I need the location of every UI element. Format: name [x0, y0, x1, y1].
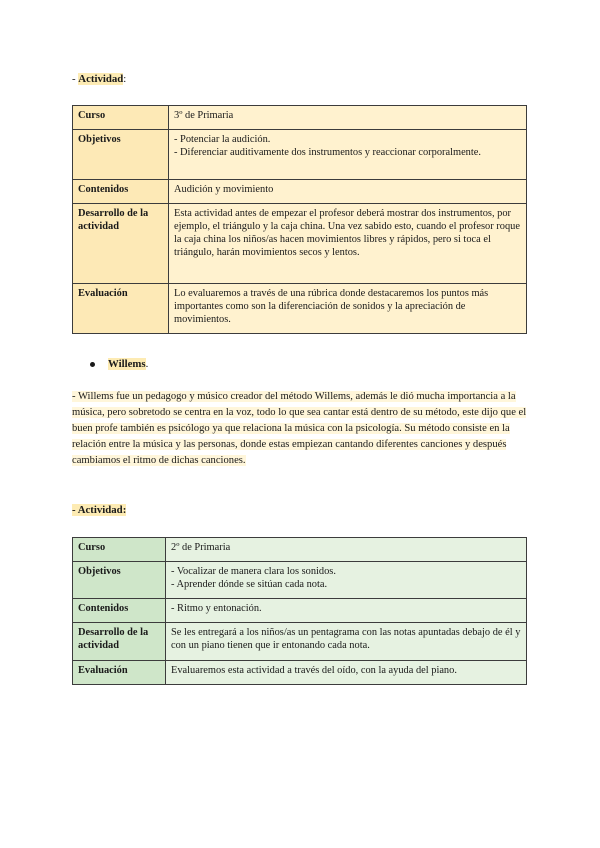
row-key: Evaluación [73, 661, 166, 685]
activity-table-2 [72, 537, 527, 685]
row-key: Desarrollo de la actividad [73, 204, 169, 284]
row-value: - Ritmo y entonación. [166, 599, 527, 623]
row-value: 3º de Primaria [169, 106, 527, 130]
row-value: Esta actividad antes de empezar el profesor deberá mostrar dos instrumentos, por ejemplo, el triángulo y la caja china. Una vez sabido esto, cuando el profesor roque la caja china los niños/as hacen movimientos libres y rápidos, pero si toca el triángulo, harán movimientos secos y lentos. [169, 204, 527, 284]
table-row [73, 130, 527, 180]
section1-heading: - Actividad: [72, 73, 127, 85]
row-key: Contenidos [73, 180, 169, 204]
activity-table-1 [72, 105, 527, 334]
bullet-dot-icon [90, 362, 95, 367]
bullet-title: Willems [108, 358, 146, 370]
table-row [73, 599, 527, 623]
row-value: Audición y movimiento [169, 180, 527, 204]
table-row [73, 562, 527, 599]
section2-heading: - Actividad: [72, 504, 127, 516]
document-page: - Actividad: Curso 3º de Primaria Objetivos - Potenciar la audición. - Diferenciar auditivamente dos instrumentos y reaccionar corporalmente. Contenidos Audición y movimiento Desarrollo de la actividad Esta actividad antes de empezar el profesor deberá mostrar dos instrumentos, por ejemplo, el triángulo y la caja china. Una vez sabido esto, cuando el profesor roque la caja china los niños/as hacen movimientos libres y rápidos, pero si toca el triángulo, harán movimientos secos y lentos. Evaluación Lo evaluaremos a través de una rúbrica donde destacaremos los puntos más importantes como son la diferenciación de sonidos y la apreciación de movimientos. Willems. - Willems fue un pedagogo y músico creador del método Willems, además le dió mucha importancia a la música, pero sobretodo se centra en la voz, todo lo que sea cantar está dentro de su método, este dijo que el buen profe también es psicólogo ya que relaciona la música con la psicología. Su método consiste en la relación entre la música y las personas, donde estas empiezan cantando diferentes canciones y después cambiamos el ritmo de dichas canciones. - Actividad: Curso 2º de Primaria Objetivos - Vocalizar de manera clara los sonidos. - Aprender dónde se sitúan cada nota. Contenidos - Ritmo y entonación. Desarrollo de la actividad Se les entregará a los niños/as un pentagrama con las notas apuntadas debajo de él y con un piano tienen que ir entonando cada nota. Evaluación Evaluaremos esta actividad a través del oído, con la ayuda del piano. [0, 0, 600, 848]
row-key: Objetivos [73, 130, 169, 180]
row-value: 2º de Primaria [166, 538, 527, 562]
row-key: Desarrollo de la actividad [73, 623, 166, 661]
row-key: Objetivos [73, 562, 166, 599]
row-key: Curso [73, 106, 169, 130]
table-row [73, 284, 527, 334]
willems-paragraph: - Willems fue un pedagogo y músico creador del método Willems, además le dió mucha importancia a la música, pero sobretodo se centra en la voz, todo lo que sea cantar está dentro de su método, este dijo que el buen profe también es psicólogo ya que relaciona la música con la psicología. Su método consiste en la relación entre la música y las personas, donde estas empiezan cantando diferentes canciones y después cambiamos el ritmo de dichas canciones. [72, 391, 527, 466]
table-row [73, 204, 527, 284]
row-key: Evaluación [73, 284, 169, 334]
row-value: Evaluaremos esta actividad a través del oído, con la ayuda del piano. [166, 661, 527, 685]
section1-heading-label: Actividad [78, 73, 124, 85]
table-row [73, 106, 527, 130]
table-row [73, 661, 527, 685]
table-row [73, 538, 527, 562]
row-value: Se les entregará a los niños/as un pentagrama con las notas apuntadas debajo de él y con un piano tienen que ir entonando cada nota. [166, 623, 527, 661]
row-key: Curso [73, 538, 166, 562]
row-value: - Vocalizar de manera clara los sonidos. - Aprender dónde se sitúan cada nota. [166, 562, 527, 599]
row-key: Contenidos [73, 599, 166, 623]
row-value: Lo evaluaremos a través de una rúbrica donde destacaremos los puntos más importantes como son la diferenciación de sonidos y la apreciación de movimientos. [169, 284, 527, 334]
row-value: - Potenciar la audición. - Diferenciar auditivamente dos instrumentos y reaccionar corporalmente. [169, 130, 527, 180]
table-row [73, 180, 527, 204]
table-row [73, 623, 527, 661]
